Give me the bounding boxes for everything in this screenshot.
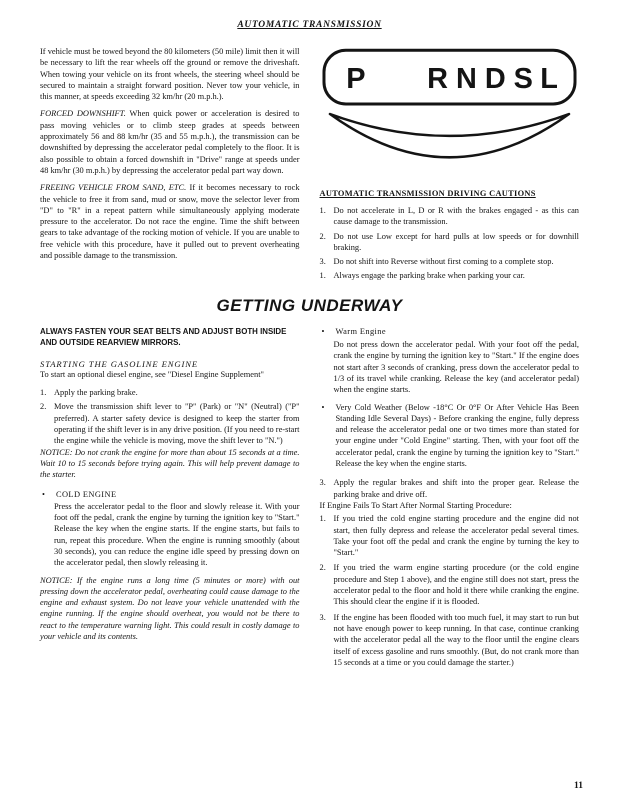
bottom-section xyxy=(40,326,579,668)
forced-downshift-paragraph xyxy=(40,108,300,176)
forced-downshift-text: When quick power or acceleration is desired to pass moving vehicles or to climb steep grades at speeds between approximately 56 and 88 km/hr (35 and 55 m.p.h.), the transmission can be downshifted by depressing the accelerator pedal completely to the floor. It is also possible to obtain a forced downshift in "Drive" range at speeds under 48 km/hr (30 m.p.h.) by depressing the accelerator pedal part way down. xyxy=(40,109,300,175)
freeing-lead: FREEING VEHICLE FROM SAND, ETC. xyxy=(40,183,187,193)
caution-text: Do not use Low except for hard pulls at low speeds or for downhill braking. xyxy=(333,231,579,252)
gear-letter-p: P xyxy=(345,63,365,96)
engine-fails-steps-list xyxy=(320,513,580,668)
gear-letter-l: L xyxy=(539,63,558,96)
cautions-caption: AUTOMATIC TRANSMISSION DRIVING CAUTIONS xyxy=(319,189,536,198)
section-heading-getting-underway: GETTING UNDERWAY xyxy=(216,295,403,315)
page-header: AUTOMATIC TRANSMISSION xyxy=(237,20,382,30)
gear-indicator-illustration xyxy=(320,46,579,181)
gear-letter-s: S xyxy=(513,63,533,96)
gear-letter-r: R xyxy=(426,63,448,96)
freeing-text: If it becomes necessary to rock the vehicle to free it from sand, mud or snow, move the selector lever from "D" to "R" in a repeat pattern while simultaneously applying moderate pressure to the accelerator. Do not race the engine. Time the shift between gears to take advantage of the rocking motion of vehicle. If you are unable to free vehicle with this procedure, have it pulled out to prevent overheating and possible damage to the transmission. xyxy=(40,183,300,261)
starting-step xyxy=(40,387,300,398)
cautions-list xyxy=(320,205,580,282)
caution-text: Always engage the parking brake when parking your car. xyxy=(333,271,525,281)
engine-fails-heading: If Engine Fails To Start After Normal Starting Procedure: xyxy=(319,500,512,510)
step-number: 3. xyxy=(319,478,326,488)
caution-number: 2. xyxy=(319,231,326,241)
step-number: 2. xyxy=(319,563,326,573)
bottom-left-column xyxy=(40,326,300,668)
bullet-icon: • xyxy=(321,402,325,412)
drive-off-step xyxy=(320,477,580,500)
seatbelt-warning: ALWAYS FASTEN YOUR SEAT BELTS AND ADJUST BOTH INSIDE AND OUTSIDE REARVIEW MIRRORS. xyxy=(40,326,287,347)
starting-step xyxy=(40,401,300,446)
warm-engine-paragraph: Do not press down the accelerator pedal. With your foot off the pedal, crank the engine by turning the ignition key to "Start." If the engine does not start after 3 seconds of cranking, press down the accelerator pedal to 1/3 of its travel while cranking. Release the key (and accelerator pedal) when the engine starts. xyxy=(333,340,579,395)
overheat-notice: NOTICE: If the engine runs a long time (5 minutes or more) with out pressing down the accelerator pedal, overheating could cause damage to the engine and exhaust system. Do not leave your vehicle unattended with the engine running. If the engine should overheat, you would not be there to react to the temperature warning light. This could result in costly damage to your vehicle and its contents. xyxy=(40,575,300,642)
step-text: If you tried the cold engine starting procedure and the engine did not start, then fully depress and release the accelerator pedal several times. Take your foot off the pedal and crank the engine by turning the key to "Start." xyxy=(333,514,579,558)
very-cold-weather-item xyxy=(320,402,580,470)
fails-step xyxy=(320,612,580,668)
caution-text: Do not accelerate in L, D or R with the brakes engaged - as this can cause damage to the transmission. xyxy=(333,206,579,227)
very-cold-weather-text: Very Cold Weather (Below -18°C Or 0°F Or After Vehicle Has Been Standing Idle Several Days) - Before cranking the engine, fully depress and release the accelerator pedal one or two times more than stated for your engine under "Cold Engine" starting. Then, with your foot off the accelerator pedal, crank the engine by turning the ignition key to "Start." Release the key when the engine starts. xyxy=(335,402,579,469)
step-text: Move the transmission shift lever to "P" (Park) or "N" (Neutral) ("P" preferred). A starter safety device is designed to keep the starter from operating if the shift lever is in any drive position. (If you need to re-start the engine while the vehicle is moving, move the shift lever to "N.") xyxy=(54,402,300,446)
cold-engine-heading-row xyxy=(40,489,300,500)
step-text: If the engine has been flooded with too much fuel, it may start to run but not have enough power to keep running. In that case, continue cranking with the accelerator pedal all the way to the floor until the engine clears itself of excess gasoline and runs smoothly. (But, do not crank more than 15 seconds at a time or you could damage the starter.) xyxy=(333,612,579,667)
caution-number: 1. xyxy=(319,206,326,215)
step-number: 3. xyxy=(319,612,326,622)
top-left-column xyxy=(40,46,300,282)
warm-engine-heading: Warm Engine xyxy=(335,326,386,336)
caution-text: Do not shift into Reverse without first coming to a complete stop. xyxy=(333,257,554,267)
starting-steps-list xyxy=(40,387,300,446)
top-section xyxy=(40,46,579,282)
indicator-bezel-arc xyxy=(329,114,568,157)
starter-notice: NOTICE: Do not crank the engine for more than about 15 seconds at a time. Wait 10 to 15 seconds before trying again. This will help prevent damage to the starter. xyxy=(40,447,300,480)
step-text: If you tried the warm engine starting procedure (or the cold engine procedure and Step 1 above), and the engine still does not start, press the accelerator pedal to the floor and hold it there while cranking the engine. This should clear the engine if it is flooded. xyxy=(333,563,579,607)
caution-item xyxy=(320,256,580,267)
step-number: 1. xyxy=(319,514,326,524)
forced-downshift-lead: FORCED DOWNSHIFT. xyxy=(40,109,126,119)
caution-item xyxy=(320,270,580,281)
cold-engine-heading: COLD ENGINE xyxy=(56,490,117,500)
towing-paragraph: If vehicle must be towed beyond the 80 kilometers (50 mile) limit then it will be necessary to lift the rear wheels off the ground or remove the driveshaft. When towing your vehicle on its front wheels, the steering wheel should be secured to maintain a straight forward position. Never tow your vehicle, in this manner, at speeds exceeding 32 km/hr (20 m.p.h.). xyxy=(40,47,300,102)
starting-engine-heading: STARTING THE GASOLINE ENGINE xyxy=(40,358,199,369)
step-number: 2. xyxy=(40,402,47,412)
cold-engine-paragraph: Press the accelerator pedal to the floor and slowly release it. With your foot off the pedal, crank the engine by turning the ignition key to "Start." Release the key when the engine starts. If the engine starts, but fails to run, repeat this procedure. When the engine is running smoothly (about 30 seconds), you can reduce the engine idle speed by pressing down on the accelerator pedal, then slowly releasing it. xyxy=(54,501,300,568)
bullet-icon: • xyxy=(321,326,325,336)
top-right-column xyxy=(320,46,580,282)
gear-letter-n: N xyxy=(455,63,477,96)
caution-number: 3. xyxy=(319,257,326,267)
bullet-icon: • xyxy=(42,490,45,500)
fails-step xyxy=(320,562,580,607)
caution-number: 1. xyxy=(319,271,326,281)
step-text: Apply the regular brakes and shift into the proper gear. Release the parking brake and drive off. xyxy=(333,478,579,499)
step-text: Apply the parking brake. xyxy=(54,388,138,398)
gear-indicator-figure xyxy=(320,46,580,181)
freeing-paragraph xyxy=(40,182,300,261)
step-number: 1. xyxy=(40,388,47,398)
page-number: 11 xyxy=(574,781,583,791)
warm-engine-heading-row xyxy=(320,326,580,337)
caution-item xyxy=(320,231,580,254)
diesel-note: To start an optional diesel engine, see "Diesel Engine Supplement" xyxy=(40,369,264,379)
caution-item xyxy=(320,205,580,228)
bottom-right-column xyxy=(320,326,580,668)
fails-step xyxy=(320,513,580,558)
gear-letter-d: D xyxy=(484,63,506,96)
